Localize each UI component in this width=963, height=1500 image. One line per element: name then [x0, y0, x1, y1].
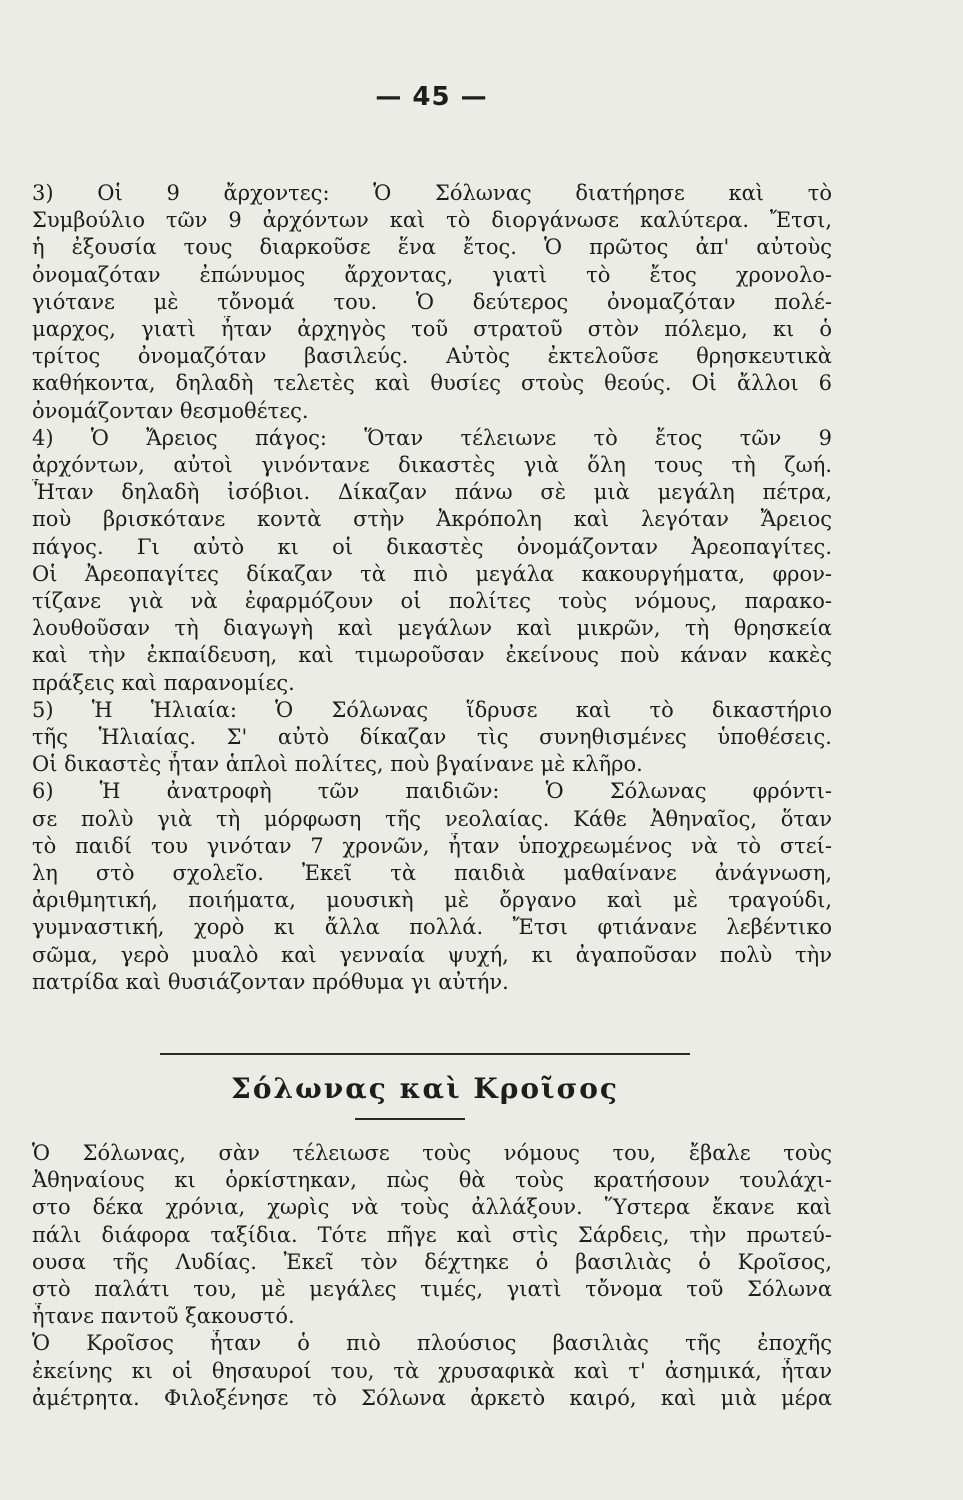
text-line: ὀνομάζονταν θεσμοθέτες. — [32, 398, 309, 423]
text-line: Ἀθηναίους κι ὁρκίστηκαν, πὼς θὰ τοὺς κρατήσουν τουλάχι- — [32, 1168, 832, 1193]
text-line: 6) Ἡ ἀνατροφὴ τῶν παιδιῶν: Ὁ Σόλωνας φρόντι- — [32, 779, 832, 804]
text-line: ὀνομαζόταν ἐπώνυμος ἄρχοντας, γιατὶ τὸ ἔτος χρονολο- — [32, 262, 832, 287]
text-line: ἀρχόντων, αὐτοὶ γινόντανε δικαστὲς γιὰ ὅλη τους τὴ ζωή. — [32, 453, 832, 478]
text-line: Οἱ δικαστὲς ἦταν ἁπλοὶ πολίτες, ποὺ βγαίνανε μὲ κλῆρο. — [32, 752, 643, 777]
text-line: ἦτανε παντοῦ ξακουστό. — [32, 1304, 295, 1329]
text-line: ουσα τῆς Λυδίας. Ἐκεῖ τὸν δέχτηκε ὁ βασιλιὰς ὁ Κροῖσος, — [32, 1249, 832, 1274]
text-line: στο δέκα χρόνια, χωρὶς νὰ τοὺς ἀλλάξουν. Ὕστερα ἔκανε καὶ — [32, 1195, 832, 1220]
text-line: ἡ ἐξουσία τους διαρκοῦσε ἕνα ἔτος. Ὁ πρῶτος ἀπ' αὐτοὺς — [32, 235, 832, 260]
text-line: καὶ τὴν ἐκπαίδευση, καὶ τιμωροῦσαν ἐκείνους ποὺ κάναν κακὲς — [32, 643, 832, 668]
text-line: Ἦταν δηλαδὴ ἰσόβιοι. Δίκαζαν πάνω σὲ μιὰ μεγάλη πέτρα, — [32, 480, 832, 505]
text-line: Ὁ Σόλωνας, σὰν τέλειωσε τοὺς νόμους του, ἔβαλε τοὺς — [32, 1141, 832, 1165]
text-line: ἀμέτρητα. Φιλοξένησε τὸ Σόλωνα ἀρκετὸ καιρό, καὶ μιὰ μέρα — [32, 1385, 832, 1410]
text-line: τῆς Ἡλιαίας. Σ' αὐτὸ δίκαζαν τὶς συνηθισμένες ὑποθέσεις. — [32, 725, 832, 750]
text-line: καθήκοντα, δηλαδὴ τελετὲς καὶ θυσίες στοὺς θεούς. Οἱ ἄλλοι 6 — [32, 371, 832, 396]
text-line: πράξεις καὶ παρανομίες. — [32, 670, 295, 695]
text-line: λη στὸ σχολεῖο. Ἐκεῖ τὰ παιδιὰ μαθαίνανε ἀνάγνωση, — [32, 861, 832, 886]
text-line: ποὺ βρισκότανε κοντὰ στὴν Ἀκρόπολη καὶ λεγόταν Ἄρειος — [32, 507, 832, 532]
text-line: τίζανε γιὰ νὰ ἐφαρμόζουν οἱ πολίτες τοὺς νόμους, παρακο- — [32, 589, 832, 614]
text-line: Ὁ Κροῖσος ἦταν ὁ πιὸ πλούσιος βασιλιὰς τῆς ἐποχῆς — [32, 1331, 832, 1356]
text-line: μαρχος, γιατὶ ἦταν ἀρχηγὸς τοῦ στρατοῦ στὸν πόλεμο, κι ὁ — [32, 317, 832, 342]
text-line: λουθοῦσαν τὴ διαγωγὴ καὶ μεγάλων καὶ μικρῶν, τὴ θρησκεία — [32, 616, 832, 641]
text-line: τὸ παιδί του γινόταν 7 χρονῶν, ἦταν ὑποχρεωμένος νὰ τὸ στεί- — [32, 833, 832, 858]
body-text-section-1 — [32, 180, 832, 996]
text-line: πατρίδα καὶ θυσιάζονταν πρόθυμα γι αὐτήν. — [32, 969, 509, 994]
body-text-section-2 — [32, 1140, 832, 1412]
page-number: — 45 — — [375, 82, 488, 112]
text-line: σῶμα, γερὸ μυαλὸ καὶ γενναία ψυχή, κι ἀγαποῦσαν πολὺ τὴν — [32, 942, 832, 967]
text-line: ἀριθμητική, ποιήματα, μουσικὴ μὲ ὄργανο καὶ μὲ τραγούδι, — [32, 888, 832, 913]
text-line: σε πολὺ γιὰ τὴ μόρφωση τῆς νεολαίας. Κάθε Ἀθηναῖος, ὅταν — [32, 806, 832, 831]
text-line: Συμβούλιο τῶν 9 ἀρχόντων καὶ τὸ διοργάνωσε καλύτερα. Ἔτσι, — [32, 208, 832, 233]
text-line: Οἱ Ἀρεοπαγίτες δίκαζαν τὰ πιὸ μεγάλα κακουργήματα, φρον- — [32, 561, 832, 586]
text-line: γυμναστική, χορὸ κι ἄλλα πολλά. Ἔτσι φτιάνανε λεβέντικο — [32, 915, 832, 940]
text-line: στὸ παλάτι του, μὲ μεγάλες τιμές, γιατὶ τὄνομα τοῦ Σόλωνα — [32, 1277, 832, 1302]
text-line: πάγος. Γι αὐτὸ κι οἱ δικαστὲς ὀνομάζονταν Ἀρεοπαγίτες. — [32, 534, 832, 559]
text-line: 4) Ὁ Ἄρειος πάγος: Ὅταν τέλειωνε τὸ ἔτος τῶν 9 — [32, 425, 832, 450]
text-line: 3) Οἱ 9 ἄρχοντες: Ὁ Σόλωνας διατήρησε καὶ τὸ — [32, 181, 832, 205]
text-line: 5) Ἡ Ἡλιαία: Ὁ Σόλωνας ἵδρυσε καὶ τὸ δικαστήριο — [32, 697, 832, 722]
heading-underline — [355, 1118, 465, 1120]
text-line: γιότανε μὲ τὄνομά του. Ὁ δεύτερος ὀνομαζόταν πολέ- — [32, 289, 832, 314]
text-line: τρίτος ὀνομαζόταν βασιλεύς. Αὐτὸς ἐκτελοῦσε θρησκευτικὰ — [32, 344, 832, 369]
section-heading: Σόλωνας καὶ Κροῖσος — [231, 1072, 619, 1105]
text-line: ἐκείνης κι οἱ θησαυροί του, τὰ χρυσαφικὰ καὶ τ' ἀσημικά, ἦταν — [32, 1358, 832, 1383]
section-divider — [160, 1053, 690, 1055]
text-line: πάλι διάφορα ταξίδια. Τότε πῆγε καὶ στὶς Σάρδεις, τὴν πρωτεύ- — [32, 1222, 832, 1247]
